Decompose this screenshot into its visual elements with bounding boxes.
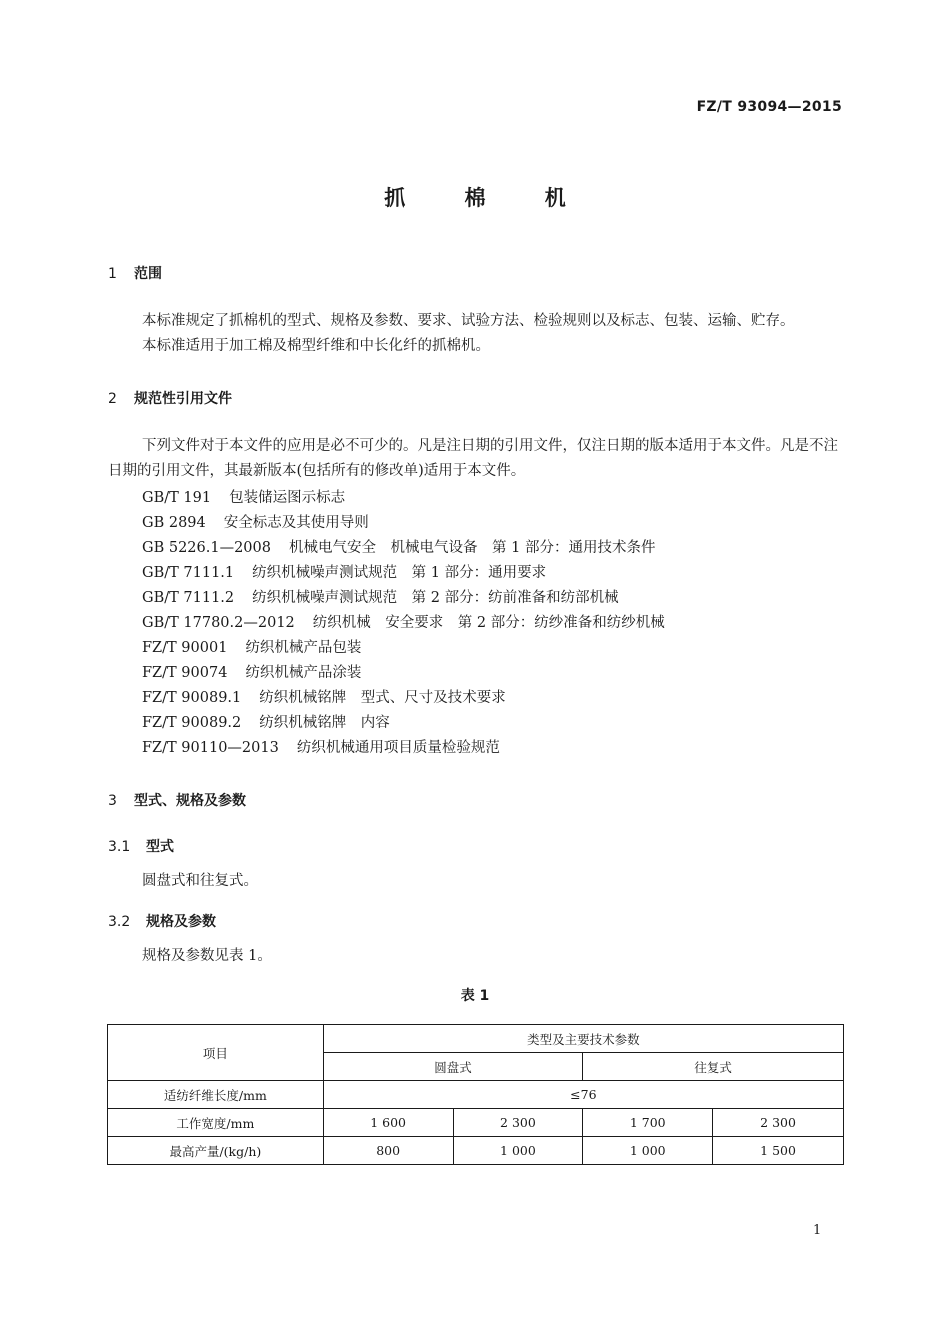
header-type-disc: 圆盘式	[323, 1053, 583, 1081]
table-cell: 2 300	[713, 1109, 844, 1137]
reference-code: GB 5226.1—2008	[142, 540, 271, 556]
page-number: 1	[813, 1223, 822, 1238]
section-1-heading	[108, 263, 162, 283]
section-3-2-text: 规格及参数见表 1。	[142, 948, 272, 964]
section-title: 型式、规格及参数	[134, 793, 246, 809]
reference-title: 纺织机械铭牌 型式、尺寸及技术要求	[259, 690, 506, 706]
section-1-paragraph-1: 本标准规定了抓棉机的型式、规格及参数、要求、试验方法、检验规则以及标志、包装、运输、贮存。	[142, 313, 795, 329]
reference-item	[142, 561, 546, 582]
reference-code: FZ/T 90074	[142, 665, 228, 681]
reference-title: 包装储运图示标志	[229, 490, 346, 506]
reference-title: 纺织机械噪声测试规范 第 1 部分：通用要求	[252, 565, 547, 581]
reference-item	[142, 711, 390, 732]
reference-code: FZ/T 90089.1	[142, 690, 242, 706]
table-cell: 1 700	[583, 1109, 713, 1137]
table-cell: 1 000	[453, 1137, 583, 1165]
reference-code: FZ/T 90001	[142, 640, 228, 656]
section-3-1-text: 圆盘式和往复式。	[142, 873, 258, 889]
reference-title: 纺织机械通用项目质量检验规范	[296, 740, 500, 756]
row-label: 工作宽度/mm	[108, 1109, 324, 1137]
section-3-1-heading	[108, 836, 174, 856]
reference-item	[142, 486, 345, 507]
table-header-row	[108, 1025, 844, 1053]
reference-code: GB/T 7111.2	[142, 590, 235, 606]
section-2-heading	[108, 388, 232, 408]
section-number: 1	[108, 266, 117, 282]
reference-item	[142, 586, 619, 607]
reference-code: FZ/T 90089.2	[142, 715, 242, 731]
reference-item	[142, 611, 665, 632]
reference-code: FZ/T 90110—2013	[142, 740, 279, 756]
section-2-intro: 下列文件对于本文件的应用是必不可少的。凡是注日期的引用文件，仅注日期的版本适用于本文件。凡是不注日期的引用文件，其最新版本(包括所有的修改单)适用于本文件。	[108, 438, 838, 479]
section-3-2-heading	[108, 911, 216, 931]
table-caption: 表 1	[460, 988, 490, 1004]
table-cell: 1 000	[583, 1137, 713, 1165]
reference-item	[142, 536, 655, 557]
section-number: 3.2	[108, 914, 131, 930]
reference-title: 纺织机械产品涂装	[245, 665, 362, 681]
table-cell: 1 500	[713, 1137, 844, 1165]
reference-title: 安全标志及其使用导则	[223, 515, 369, 531]
header-type-reciprocating: 往复式	[583, 1053, 844, 1081]
section-title: 规格及参数	[146, 914, 216, 930]
reference-item	[142, 736, 500, 757]
section-number: 2	[108, 391, 117, 407]
section-title: 规范性引用文件	[134, 391, 232, 407]
table-cell: 800	[323, 1137, 453, 1165]
table-row	[108, 1081, 844, 1109]
section-number: 3	[108, 793, 117, 809]
reference-code: GB 2894	[142, 515, 206, 531]
document-title: 抓 棉 机	[384, 186, 592, 210]
reference-item	[142, 636, 361, 657]
reference-code: GB/T 191	[142, 490, 212, 506]
reference-title: 纺织机械产品包装	[245, 640, 362, 656]
section-3-heading	[108, 790, 246, 810]
reference-item	[142, 661, 361, 682]
standard-code: FZ/T 93094—2015	[696, 99, 842, 115]
reference-title: 机械电气安全 机械电气设备 第 1 部分：通用技术条件	[289, 540, 656, 556]
section-number: 3.1	[108, 839, 131, 855]
row-label: 适纺纤维长度/mm	[108, 1081, 324, 1109]
reference-title: 纺织机械铭牌 内容	[259, 715, 390, 731]
table-cell: 2 300	[453, 1109, 583, 1137]
section-1-paragraph-2: 本标准适用于加工棉及棉型纤维和中长化纤的抓棉机。	[142, 338, 490, 354]
header-item-cell: 项目	[108, 1025, 324, 1081]
reference-code: GB/T 7111.1	[142, 565, 235, 581]
table-cell: 1 600	[323, 1109, 453, 1137]
header-group-cell: 类型及主要技术参数	[323, 1025, 843, 1053]
reference-title: 纺织机械噪声测试规范 第 2 部分：纺前准备和纺部机械	[252, 590, 619, 606]
reference-title: 纺织机械 安全要求 第 2 部分：纺纱准备和纺纱机械	[312, 615, 665, 631]
spec-table	[107, 1024, 844, 1165]
reference-item	[142, 511, 369, 532]
table-row	[108, 1137, 844, 1165]
row-label: 最高产量/(kg/h)	[108, 1137, 324, 1165]
reference-item	[142, 686, 506, 707]
table-cell: ≤76	[323, 1081, 843, 1109]
reference-code: GB/T 17780.2—2012	[142, 615, 295, 631]
table-row	[108, 1109, 844, 1137]
section-title: 范围	[134, 266, 162, 282]
section-title: 型式	[146, 839, 174, 855]
